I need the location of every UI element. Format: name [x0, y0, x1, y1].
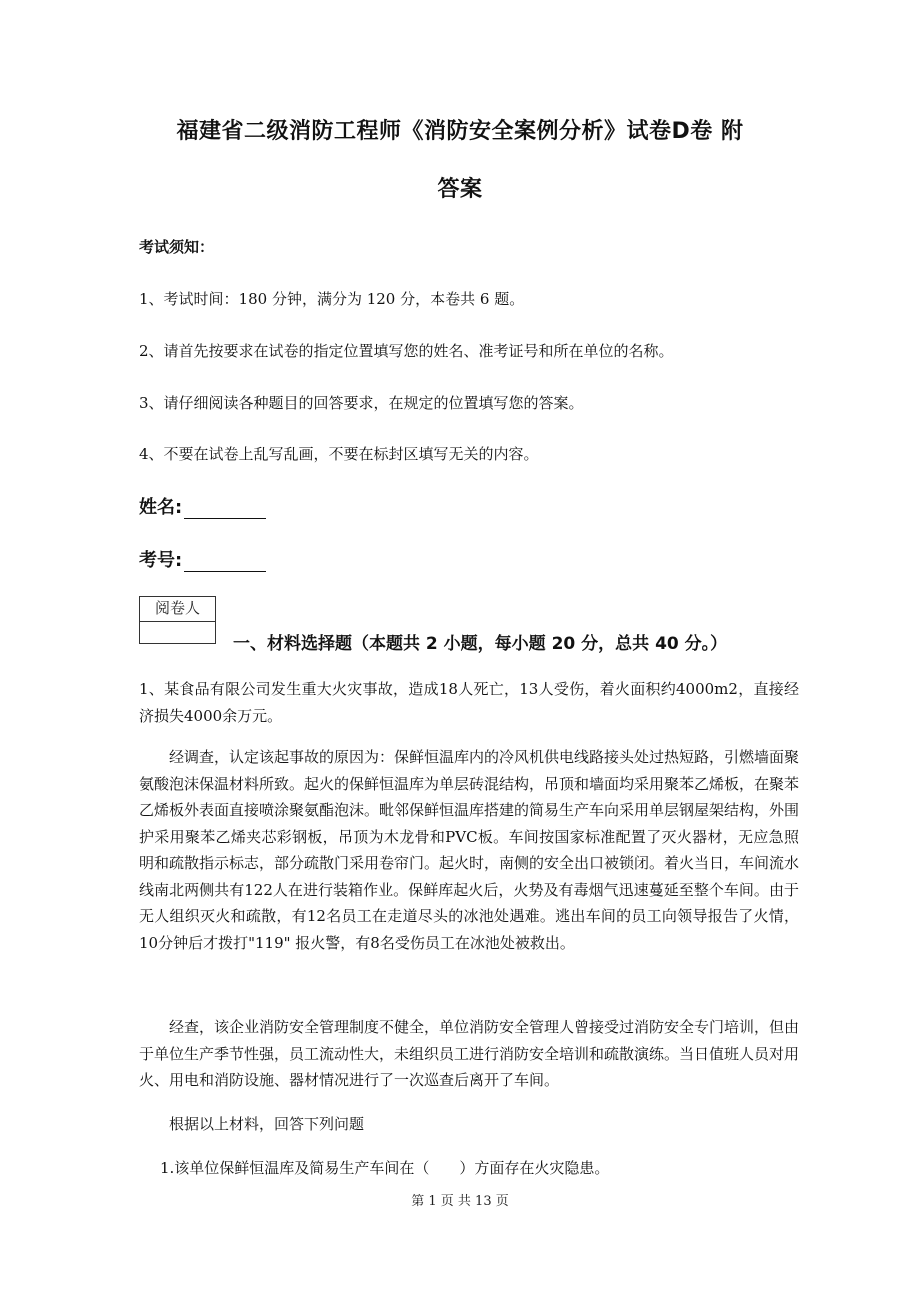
- exam-id-blank-line[interactable]: [184, 553, 266, 572]
- reviewer-score-box: [139, 596, 216, 644]
- question-1-intro: 1、某食品有限公司发生重大火灾事故，造成18人死亡，13人受伤，着火面积约4000m2，直接经济损失4000余万元。: [139, 680, 799, 725]
- notice-heading: 考试须知：: [139, 238, 215, 256]
- exam-id-label: 考号:: [139, 550, 183, 571]
- page-footer: 第 1 页 共 13 页: [411, 1194, 509, 1209]
- document-title-line2: 答案: [437, 177, 483, 202]
- document-title-line1: 福建省二级消防工程师《消防安全案例分析》试卷D卷 附: [176, 119, 744, 144]
- notice-item-3: 3、请仔细阅读各种题目的回答要求，在规定的位置填写您的答案。: [139, 394, 584, 412]
- name-field: [139, 493, 266, 519]
- instruction-text: 根据以上材料，回答下列问题: [169, 1115, 365, 1133]
- reviewer-label: 阅卷人: [140, 597, 215, 622]
- exam-id-field: [139, 546, 266, 572]
- notice-item-2: 2、请首先按要求在试卷的指定位置填写您的姓名、准考证号和所在单位的名称。: [139, 342, 674, 360]
- notice-item-1: 1、考试时间：180 分钟，满分为 120 分，本卷共 6 题。: [139, 290, 525, 308]
- name-blank-line[interactable]: [184, 500, 266, 519]
- sub-question-1: 1.该单位保鲜恒温库及简易生产车间在（ ）方面存在火灾隐患。: [160, 1159, 610, 1177]
- section-heading: 一、材料选择题（本题共 2 小题，每小题 20 分，总共 40 分。）: [233, 634, 728, 654]
- notice-item-4: 4、不要在试卷上乱写乱画，不要在标封区填写无关的内容。: [139, 445, 539, 463]
- investigation-paragraph: 经调查，认定该起事故的原因为：保鲜恒温库内的冷风机供电线路接头处过热短路，引燃墙面聚氨酸泡沫保温材料所致。起火的保鲜恒温库为单层砖混结构，吊顶和墙面均采用聚苯乙烯板，在聚苯乙烯板外表面直接喷涂聚氨酯泡沫。毗邻保鲜恒温库搭建的简易生产车向采用单层钢屋架结构，外围护采用聚苯乙烯夹芯彩钢板，吊顶为木龙骨和PVC板。车间按国家标准配置了灭火器材，无应急照明和疏散指示标志，部分疏散门采用卷帘门。起火时，南侧的安全出口被锁闭。着火当日，车间流水线南北两侧共有122人在进行装箱作业。保鲜库起火后，火势及有毒烟气迅速蔓延至整个车间。由于无人组织灭火和疏散，有12名员工在走道尽头的冰池处遇难。逃出车间的员工向领导报告了火情，10分钟后才拨打"119" 报火警，有8名受伤员工在冰池处被救出。: [139, 748, 800, 952]
- management-paragraph: 经查，该企业消防安全管理制度不健全，单位消防安全管理人曾接受过消防安全专门培训，但由于单位生产季节性强，员工流动性大，未组织员工进行消防安全培训和疏散演练。当日值班人员对用火、用电和消防设施、器材情况进行了一次巡查后离开了车间。: [139, 1018, 800, 1089]
- name-label: 姓名:: [139, 497, 183, 518]
